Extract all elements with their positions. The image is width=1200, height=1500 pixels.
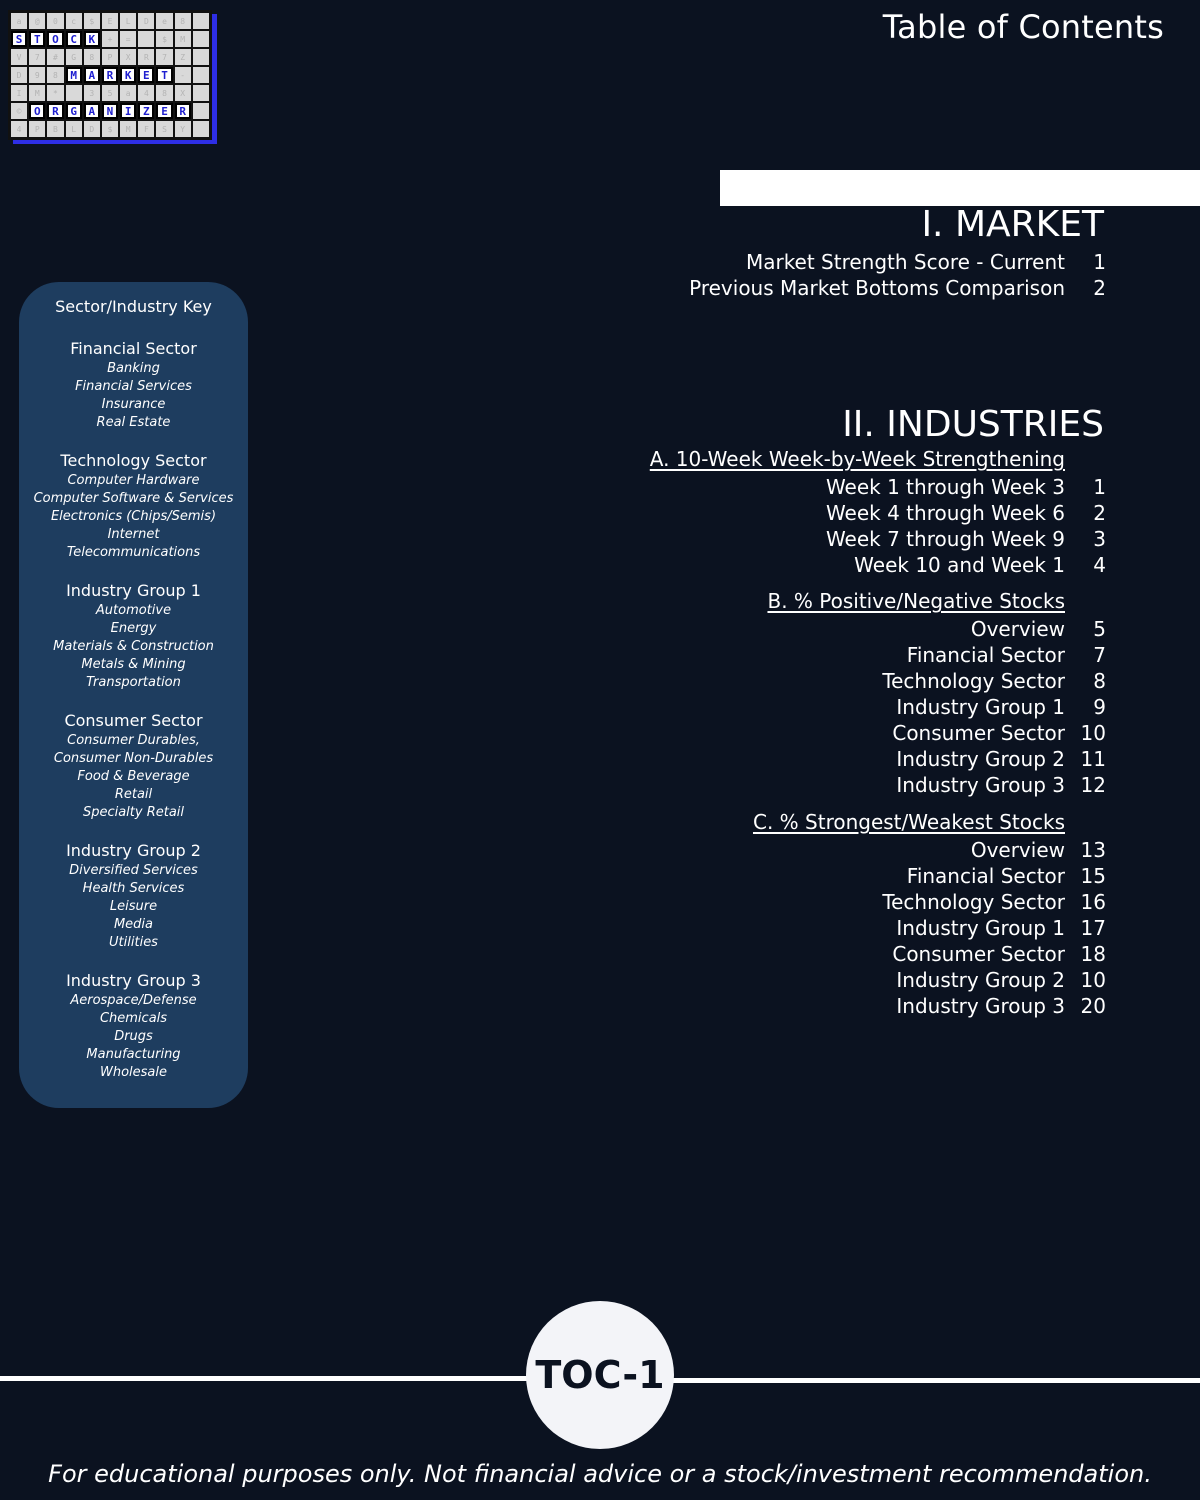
- disclaimer: For educational purposes only. Not financial advice or a stock/investment recommendation.: [48, 1460, 1152, 1488]
- toc-entry-label: Week 1 through Week 3: [825, 475, 1065, 499]
- toc-page-number: 12: [1080, 773, 1106, 797]
- toc-entry-label: Financial Sector: [906, 643, 1065, 667]
- logo-cell: M: [29, 85, 45, 101]
- sector-industry-key: [19, 282, 248, 1108]
- toc-entry-label: Industry Group 2: [896, 968, 1065, 992]
- toc-page-number: 18: [1080, 942, 1106, 966]
- toc-entry-label: Market Strength Score - Current: [745, 250, 1065, 274]
- key-item: Real Estate: [96, 415, 171, 430]
- logo-cell: F: [138, 121, 154, 137]
- toc-page-number: 8: [1093, 669, 1106, 693]
- logo-cell: 3: [84, 85, 100, 101]
- subsection-heading: A. 10-Week Week-by-Week Strengthening: [649, 447, 1065, 471]
- key-item: Diversified Services: [69, 863, 198, 878]
- logo-cell: 8: [84, 49, 100, 65]
- toc-page-number: 4: [1093, 553, 1106, 577]
- logo-cell: 8: [156, 85, 172, 101]
- logo-cell: $: [102, 121, 118, 137]
- logo-letter: O: [29, 103, 45, 119]
- key-item: Electronics (Chips/Semis): [50, 509, 217, 524]
- logo-cell: *: [47, 85, 63, 101]
- toc-page-number: 1: [1093, 250, 1106, 274]
- logo-cell: [138, 31, 154, 47]
- key-item: Financial Services: [75, 379, 192, 394]
- key-item: Leisure: [109, 899, 158, 914]
- key-item: Energy: [110, 621, 157, 636]
- logo-letter: N: [102, 103, 118, 119]
- toc-page-number: 7: [1093, 643, 1106, 667]
- logo-cell: 5: [102, 85, 118, 101]
- key-item: Transportation: [86, 675, 181, 690]
- toc-entry-label: Industry Group 2: [896, 747, 1065, 771]
- key-group: [19, 970, 248, 1082]
- toc-entry-label: Industry Group 1: [896, 916, 1065, 940]
- logo-cell: 7: [29, 49, 45, 65]
- key-item: Specialty Retail: [82, 805, 185, 820]
- logo-cell: $: [156, 31, 172, 47]
- logo-letter: I: [120, 103, 136, 119]
- logo-cell: [193, 31, 209, 47]
- logo-cell: 4: [138, 85, 154, 101]
- logo-letter: K: [120, 67, 136, 83]
- toc-page-number: 2: [1093, 276, 1106, 300]
- logo-letter: M: [66, 67, 82, 83]
- toc-entry-label: Overview: [970, 617, 1065, 641]
- toc-row: [892, 720, 1106, 746]
- logo-cell: e: [156, 13, 172, 29]
- key-groups: [19, 338, 248, 1082]
- logo-letter: T: [156, 67, 172, 83]
- logo-cell: 8: [175, 13, 191, 29]
- key-item: Chemicals: [99, 1011, 168, 1026]
- toc-row: [882, 668, 1106, 694]
- logo-cell: D: [11, 67, 27, 83]
- toc-entry-label: Consumer Sector: [892, 721, 1065, 745]
- toc-entry-label: Technology Sector: [882, 890, 1065, 914]
- logo-cell: [193, 121, 209, 137]
- toc-page-number: 10: [1080, 968, 1106, 992]
- toc-page-number: 17: [1080, 916, 1106, 940]
- toc-page-number: 16: [1080, 890, 1106, 914]
- logo-cell: E: [102, 13, 118, 29]
- logo-cell: 8: [47, 67, 63, 83]
- toc-row: [826, 526, 1106, 552]
- logo-cell: R: [138, 49, 154, 65]
- toc-entry-label: Previous Market Bottoms Comparison: [689, 276, 1065, 300]
- toc-row: [896, 746, 1106, 772]
- logo-letter: E: [138, 67, 154, 83]
- subsection-heading: B. % Positive/Negative Stocks: [767, 589, 1065, 613]
- key-group: [19, 840, 248, 952]
- key-item: Insurance: [101, 397, 166, 412]
- toc-row: [971, 616, 1106, 642]
- toc-page-number: 13: [1080, 838, 1106, 862]
- key-item: Consumer Durables,: [67, 733, 200, 748]
- logo-cell: [193, 13, 209, 29]
- logo-cell: -: [175, 67, 191, 83]
- logo-cell: D: [84, 121, 100, 137]
- key-item: Internet: [107, 527, 160, 542]
- key-group: [19, 338, 248, 432]
- logo-cell: V: [11, 49, 27, 65]
- key-item: Manufacturing: [86, 1047, 181, 1062]
- logo-cell: Z: [175, 49, 191, 65]
- page-number-badge: TOC-1: [526, 1301, 674, 1449]
- toc-entry-label: Industry Group 3: [896, 994, 1065, 1018]
- logo-cell: [193, 49, 209, 65]
- logo-cell: L: [66, 121, 82, 137]
- logo-cell: Y: [175, 121, 191, 137]
- logo-letter-grid: [8, 10, 212, 140]
- toc-page-number: 20: [1080, 994, 1106, 1018]
- toc-page-number: 1: [1093, 475, 1106, 499]
- key-group-title: Industry Group 3: [66, 971, 201, 990]
- logo-cell: 7: [156, 49, 172, 65]
- key-item: Banking: [107, 361, 160, 376]
- toc-row: [896, 993, 1106, 1019]
- logo-cell: G: [66, 49, 82, 65]
- key-group-title: Financial Sector: [70, 339, 197, 358]
- logo-cell: ©: [11, 103, 27, 119]
- toc-entry-label: Industry Group 3: [896, 773, 1065, 797]
- logo-cell: [193, 67, 209, 83]
- toc-page-number: 5: [1093, 617, 1106, 641]
- logo-letter: C: [66, 31, 82, 47]
- key-item: Computer Hardware: [67, 473, 200, 488]
- key-group: [19, 580, 248, 692]
- toc-page-number: 10: [1080, 721, 1106, 745]
- key-item: Aerospace/Defense: [70, 993, 197, 1008]
- footer-divider-left: [0, 1376, 540, 1381]
- toc-row: [689, 275, 1106, 301]
- logo-cell: M: [175, 31, 191, 47]
- logo-letter: K: [84, 31, 100, 47]
- logo-letter: Z: [138, 103, 154, 119]
- key-item: Retail: [114, 787, 153, 802]
- logo-cell: a: [120, 85, 136, 101]
- toc-row: [892, 941, 1106, 967]
- key-group: [19, 450, 248, 562]
- key-title: Sector/Industry Key: [55, 297, 212, 316]
- logo-cell: #: [47, 49, 63, 65]
- logo-cell: 4: [11, 121, 27, 137]
- logo-cell: +: [102, 31, 118, 47]
- logo-cell: X: [120, 49, 136, 65]
- logo-letter: T: [29, 31, 45, 47]
- logo-cell: 9: [29, 67, 45, 83]
- key-item: Media: [113, 917, 154, 932]
- key-group: [19, 710, 248, 822]
- logo-cell: [193, 85, 209, 101]
- logo-cell: @: [29, 13, 45, 29]
- logo-cell: [193, 103, 209, 119]
- key-item: Health Services: [82, 881, 185, 896]
- toc-page-number: 11: [1080, 747, 1106, 771]
- section-title-industries: II. INDUSTRIES: [842, 404, 1104, 445]
- logo-cell: $: [84, 13, 100, 29]
- logo-cell: S: [156, 121, 172, 137]
- logo-cell: P: [29, 121, 45, 137]
- logo: [8, 10, 217, 144]
- key-item: Wholesale: [99, 1065, 167, 1080]
- logo-cell: M: [120, 121, 136, 137]
- toc-entry-label: Technology Sector: [882, 669, 1065, 693]
- toc-entry-label: Week 4 through Week 6: [825, 501, 1065, 525]
- key-group-title: Industry Group 2: [66, 841, 201, 860]
- toc-row: [854, 552, 1106, 578]
- toc-row: [826, 474, 1106, 500]
- toc-page-number: 9: [1093, 695, 1106, 719]
- toc-row: [971, 837, 1106, 863]
- logo-letter: G: [66, 103, 82, 119]
- key-group-title: Consumer Sector: [64, 711, 203, 730]
- logo-cell: I: [11, 85, 27, 101]
- toc-row: [896, 967, 1106, 993]
- toc-row: [907, 642, 1106, 668]
- logo-cell: c: [66, 13, 82, 29]
- key-group-title: Industry Group 1: [66, 581, 201, 600]
- logo-cell: B: [47, 121, 63, 137]
- section-title-market: I. MARKET: [921, 204, 1104, 245]
- toc-entry-label: Overview: [970, 838, 1065, 862]
- key-item: Telecommunications: [66, 545, 201, 560]
- key-group-title: Technology Sector: [60, 451, 207, 470]
- logo-letter: E: [156, 103, 172, 119]
- page-title: Table of Contents: [882, 8, 1164, 46]
- toc-page-number: 2: [1093, 501, 1106, 525]
- logo-cell: X: [175, 85, 191, 101]
- toc-row: [896, 694, 1106, 720]
- toc-entry-label: Week 10 and Week 1: [854, 553, 1065, 577]
- subsection-heading: C. % Strongest/Weakest Stocks: [752, 810, 1065, 834]
- key-item: Computer Software & Services: [33, 491, 234, 506]
- key-item: Metals & Mining: [81, 657, 186, 672]
- key-item: Utilities: [109, 935, 158, 950]
- key-item: Automotive: [95, 603, 172, 618]
- logo-letter: O: [47, 31, 63, 47]
- logo-cell: L: [120, 13, 136, 29]
- logo-letter: S: [11, 31, 27, 47]
- logo-letter: R: [47, 103, 63, 119]
- header-bar: [720, 170, 1200, 206]
- logo-letter: R: [102, 67, 118, 83]
- toc-entry-label: Consumer Sector: [892, 942, 1065, 966]
- key-item: Drugs: [114, 1029, 153, 1044]
- key-item: Consumer Non-Durables: [53, 751, 214, 766]
- footer-divider-right: [660, 1378, 1200, 1383]
- toc-entry-label: Financial Sector: [906, 864, 1065, 888]
- logo-cell: P: [102, 49, 118, 65]
- toc-row: [826, 500, 1106, 526]
- toc-page-number: 15: [1080, 864, 1106, 888]
- toc-row: [896, 915, 1106, 941]
- logo-cell: =: [120, 31, 136, 47]
- logo-letter: R: [175, 103, 191, 119]
- logo-letter: A: [84, 67, 100, 83]
- toc-row: [907, 863, 1106, 889]
- logo-cell: D: [138, 13, 154, 29]
- logo-cell: [66, 85, 82, 101]
- toc-entry-label: Industry Group 1: [896, 695, 1065, 719]
- toc-entry-label: Week 7 through Week 9: [825, 527, 1065, 551]
- toc-row: [746, 249, 1106, 275]
- toc-page-number: 3: [1093, 527, 1106, 551]
- key-item: Materials & Construction: [53, 639, 214, 654]
- toc-row: [882, 889, 1106, 915]
- logo-cell: a: [11, 13, 27, 29]
- key-item: Food & Beverage: [77, 769, 190, 784]
- logo-letter: A: [84, 103, 100, 119]
- toc-row: [896, 772, 1106, 798]
- logo-cell: 0: [47, 13, 63, 29]
